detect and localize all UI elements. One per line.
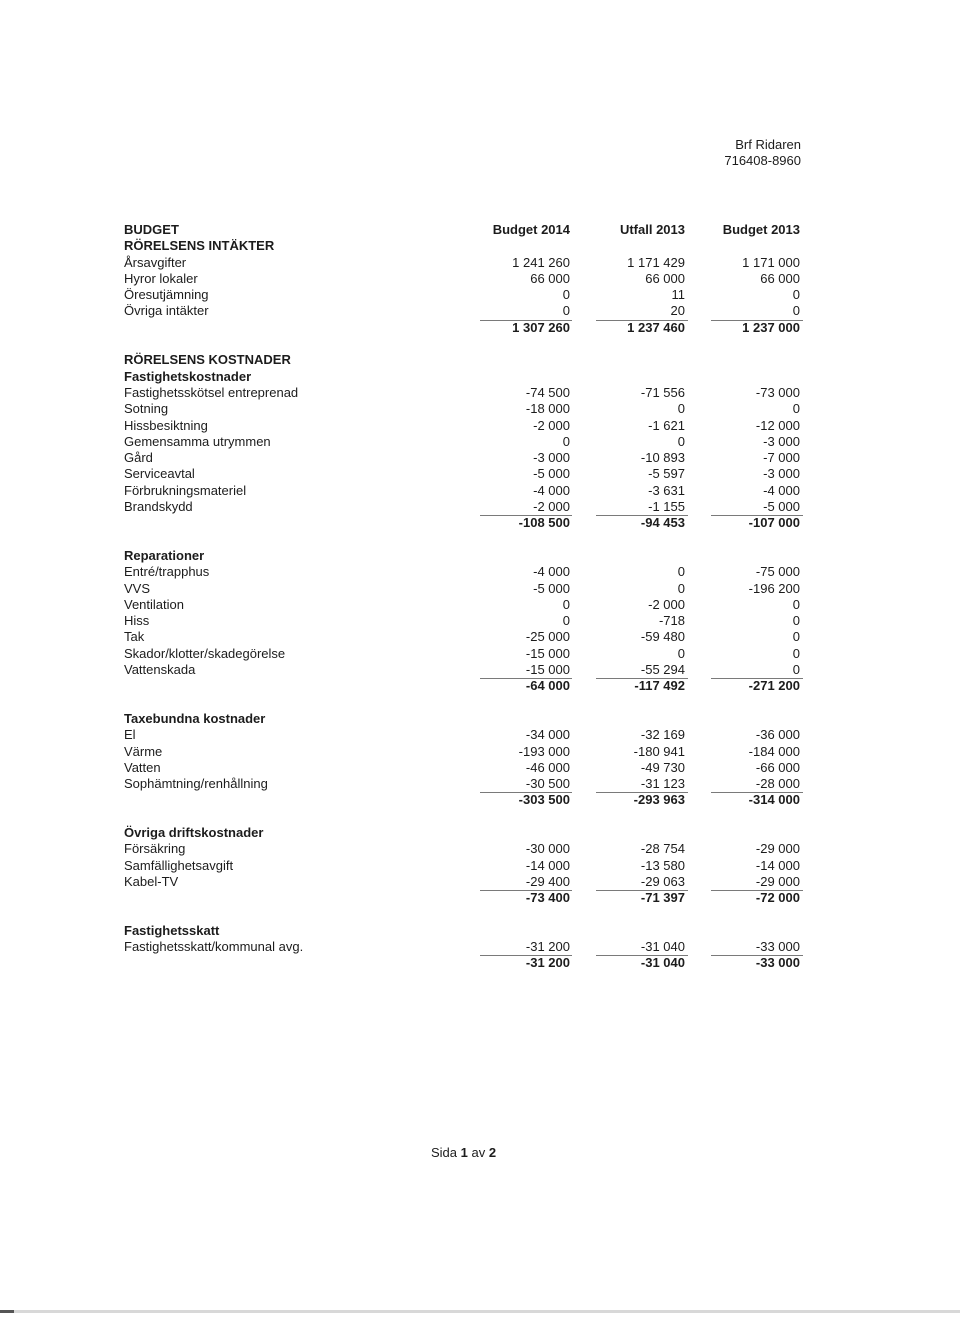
row-value: 0: [792, 662, 800, 678]
row-value: -1 155: [648, 499, 685, 515]
section-heading-label: RÖRELSENS KOSTNADER: [124, 352, 291, 368]
group-heading-label: Reparationer: [124, 547, 205, 563]
section-gap: [124, 336, 804, 352]
row-label: Sophämtning/renhållning: [124, 776, 268, 792]
table-row: [124, 597, 804, 613]
budget-title: BUDGET: [124, 222, 179, 237]
row-value: -14 000: [525, 857, 570, 873]
row-value: 0: [562, 596, 570, 612]
row-label: Förbrukningsmateriel: [124, 482, 247, 498]
total-value: -31 200: [525, 955, 570, 971]
row-label: Gemensamma utrymmen: [124, 433, 271, 449]
row-value: 0: [677, 564, 685, 580]
row-value: 0: [792, 303, 800, 319]
row-label: Brandskydd: [124, 499, 193, 515]
table-row: [124, 581, 804, 597]
row-value: -30 500: [525, 776, 570, 792]
table-row: [124, 385, 804, 401]
table-row: [124, 760, 804, 776]
column-header: Budget 2014: [492, 222, 570, 237]
section-heading-label: RÖRELSENS INTÄKTER: [124, 238, 275, 254]
table-row: [124, 434, 804, 450]
row-value: 0: [562, 287, 570, 303]
row-label: Sotning: [124, 401, 169, 417]
row-value: -34 000: [525, 727, 570, 743]
row-value: -2 000: [533, 499, 570, 515]
column-header: Utfall 2013: [619, 222, 685, 237]
section-gap: [124, 695, 804, 711]
row-value: -5 000: [533, 466, 570, 482]
row-value: -71 556: [640, 384, 685, 400]
row-value: -29 000: [755, 873, 800, 889]
row-value: -3 000: [533, 450, 570, 466]
table-row: [124, 727, 804, 743]
row-label: El: [124, 727, 136, 743]
total-row: [124, 955, 804, 971]
row-value: 1 241 260: [512, 254, 570, 270]
table-row: [124, 450, 804, 466]
footer-pages: 2: [488, 1145, 497, 1160]
table-row: [124, 613, 804, 629]
row-value: -4 000: [533, 564, 570, 580]
table-row: [124, 939, 804, 955]
row-value: -718: [658, 613, 685, 629]
row-value: -4 000: [533, 482, 570, 498]
table-row: [124, 858, 804, 874]
org-header: [724, 137, 801, 169]
table-row: [124, 662, 804, 678]
row-label: Kabel-TV: [124, 873, 179, 889]
table-row: [124, 841, 804, 857]
row-value: 0: [792, 596, 800, 612]
row-label: Gård: [124, 450, 153, 466]
row-value: -3 000: [763, 466, 800, 482]
row-value: -29 400: [525, 873, 570, 889]
footer-prefix: Sida: [431, 1145, 461, 1160]
total-value: -107 000: [748, 515, 800, 531]
table-row: [124, 744, 804, 760]
row-value: -193 000: [518, 743, 570, 759]
row-value: -18 000: [525, 401, 570, 417]
column-header: Budget 2013: [722, 222, 800, 237]
row-value: -1 621: [648, 417, 685, 433]
row-value: 66 000: [530, 270, 570, 286]
row-label: Övriga intäkter: [124, 303, 209, 319]
total-value: 1 237 460: [627, 319, 685, 335]
row-label: Fastighetsskatt/kommunal avg.: [124, 939, 304, 955]
section-gap: [124, 809, 804, 825]
row-label: Hissbesiktning: [124, 417, 208, 433]
total-row: [124, 890, 804, 906]
row-value: -13 580: [640, 857, 685, 873]
group-heading: [124, 548, 804, 564]
row-label: Serviceavtal: [124, 466, 195, 482]
row-value: -49 730: [640, 759, 685, 775]
row-value: -33 000: [755, 939, 800, 955]
table-row: [124, 874, 804, 890]
table-row: [124, 287, 804, 303]
total-value: -73 400: [525, 890, 570, 906]
table-row: [124, 646, 804, 662]
total-row: [124, 320, 804, 336]
row-value: 0: [677, 401, 685, 417]
table-row: [124, 418, 804, 434]
row-value: 0: [677, 433, 685, 449]
total-value: -271 200: [748, 678, 800, 694]
total-row: [124, 678, 804, 694]
table-row: [124, 776, 804, 792]
table-row: [124, 303, 804, 319]
table-row: [124, 483, 804, 499]
row-value: -2 000: [533, 417, 570, 433]
row-value: -28 000: [755, 776, 800, 792]
total-value: -64 000: [525, 678, 570, 694]
row-value: 0: [792, 645, 800, 661]
total-value: -108 500: [518, 515, 570, 531]
group-heading: [124, 369, 804, 385]
total-value: 1 307 260: [512, 319, 570, 335]
row-label: Tak: [124, 629, 145, 645]
table-row: [124, 499, 804, 515]
table-row: [124, 466, 804, 482]
row-label: Skador/klotter/skadegörelse: [124, 645, 286, 661]
row-value: -14 000: [755, 857, 800, 873]
group-heading-label: Taxebundna kostnader: [124, 710, 266, 726]
total-value: -94 453: [640, 515, 685, 531]
row-value: -15 000: [525, 662, 570, 678]
total-value: -303 500: [518, 792, 570, 808]
total-value: -314 000: [748, 792, 800, 808]
row-value: -5 000: [763, 499, 800, 515]
row-value: 1 171 000: [742, 254, 800, 270]
row-value: 0: [792, 613, 800, 629]
row-label: Fastighetsskötsel entreprenad: [124, 384, 299, 400]
section-gap: [124, 906, 804, 922]
row-label: Hyror lokaler: [124, 270, 198, 286]
row-value: -10 893: [640, 450, 685, 466]
row-label: Vatten: [124, 759, 161, 775]
row-value: -74 500: [525, 384, 570, 400]
row-value: -196 200: [748, 580, 800, 596]
org-number: 716408-8960: [724, 153, 801, 168]
row-value: -31 123: [640, 776, 685, 792]
group-heading: [124, 711, 804, 727]
row-label: Hiss: [124, 613, 150, 629]
row-label: Entré/trapphus: [124, 564, 210, 580]
row-value: -73 000: [755, 384, 800, 400]
row-value: -29 063: [640, 873, 685, 889]
row-label: Samfällighetsavgift: [124, 857, 234, 873]
row-value: -36 000: [755, 727, 800, 743]
row-value: -5 000: [533, 580, 570, 596]
row-value: 1 171 429: [627, 254, 685, 270]
table-header-row: [124, 222, 804, 238]
row-value: 0: [562, 303, 570, 319]
row-value: -55 294: [640, 662, 685, 678]
row-label: Vattenskada: [124, 662, 196, 678]
row-value: -7 000: [763, 450, 800, 466]
row-label: Värme: [124, 743, 163, 759]
scan-edge: [0, 1310, 960, 1313]
row-value: 0: [792, 401, 800, 417]
total-value: -71 397: [640, 890, 685, 906]
row-value: -4 000: [763, 482, 800, 498]
total-value: -117 492: [634, 678, 685, 694]
total-row: [124, 792, 804, 808]
row-value: -28 754: [640, 841, 685, 857]
total-value: -31 040: [640, 955, 685, 971]
group-heading-label: Övriga driftskostnader: [124, 824, 264, 840]
row-value: -12 000: [755, 417, 800, 433]
row-label: Försäkring: [124, 841, 186, 857]
row-value: -184 000: [748, 743, 800, 759]
row-value: -3 000: [763, 433, 800, 449]
row-value: -180 941: [633, 743, 685, 759]
group-heading-label: Fastighetskostnader: [124, 368, 252, 384]
group-heading-label: Fastighetsskatt: [124, 922, 220, 938]
section-gap: [124, 532, 804, 548]
org-name: Brf Ridaren: [735, 137, 801, 152]
row-value: -31 040: [640, 939, 685, 955]
total-value: -33 000: [755, 955, 800, 971]
row-value: -59 480: [640, 629, 685, 645]
table-row: [124, 255, 804, 271]
table-row: [124, 401, 804, 417]
row-value: -31 200: [525, 939, 570, 955]
section-heading: [124, 238, 804, 254]
table-row: [124, 629, 804, 645]
row-value: 0: [677, 645, 685, 661]
row-value: -25 000: [525, 629, 570, 645]
row-value: 66 000: [645, 270, 685, 286]
group-heading: [124, 923, 804, 939]
total-value: 1 237 000: [742, 319, 800, 335]
row-value: -3 631: [648, 482, 685, 498]
row-value: 0: [562, 613, 570, 629]
row-label: Årsavgifter: [124, 254, 187, 270]
row-value: -29 000: [755, 841, 800, 857]
footer-page: 1: [460, 1145, 468, 1160]
group-heading: [124, 825, 804, 841]
budget-table: [124, 222, 804, 972]
row-value: 11: [671, 287, 685, 303]
row-value: -75 000: [755, 564, 800, 580]
total-row: [124, 515, 804, 531]
row-value: 66 000: [760, 270, 800, 286]
table-row: [124, 564, 804, 580]
row-label: Ventilation: [124, 596, 184, 612]
row-value: 0: [792, 629, 800, 645]
footer-middle: av: [467, 1145, 489, 1160]
row-value: -15 000: [525, 645, 570, 661]
row-value: -30 000: [525, 841, 570, 857]
row-value: 0: [792, 287, 800, 303]
total-value: -72 000: [755, 890, 800, 906]
row-value: 0: [562, 433, 570, 449]
section-heading: [124, 352, 804, 368]
row-value: -5 597: [648, 466, 685, 482]
row-value: 0: [677, 580, 685, 596]
row-value: 20: [670, 303, 685, 319]
table-row: [124, 271, 804, 287]
row-value: -66 000: [755, 759, 800, 775]
row-value: -46 000: [525, 759, 570, 775]
row-value: -32 169: [640, 727, 685, 743]
page-footer: [431, 1145, 496, 1160]
row-label: VVS: [124, 580, 151, 596]
row-label: Öresutjämning: [124, 287, 209, 303]
row-value: -2 000: [648, 596, 685, 612]
total-value: -293 963: [633, 792, 685, 808]
